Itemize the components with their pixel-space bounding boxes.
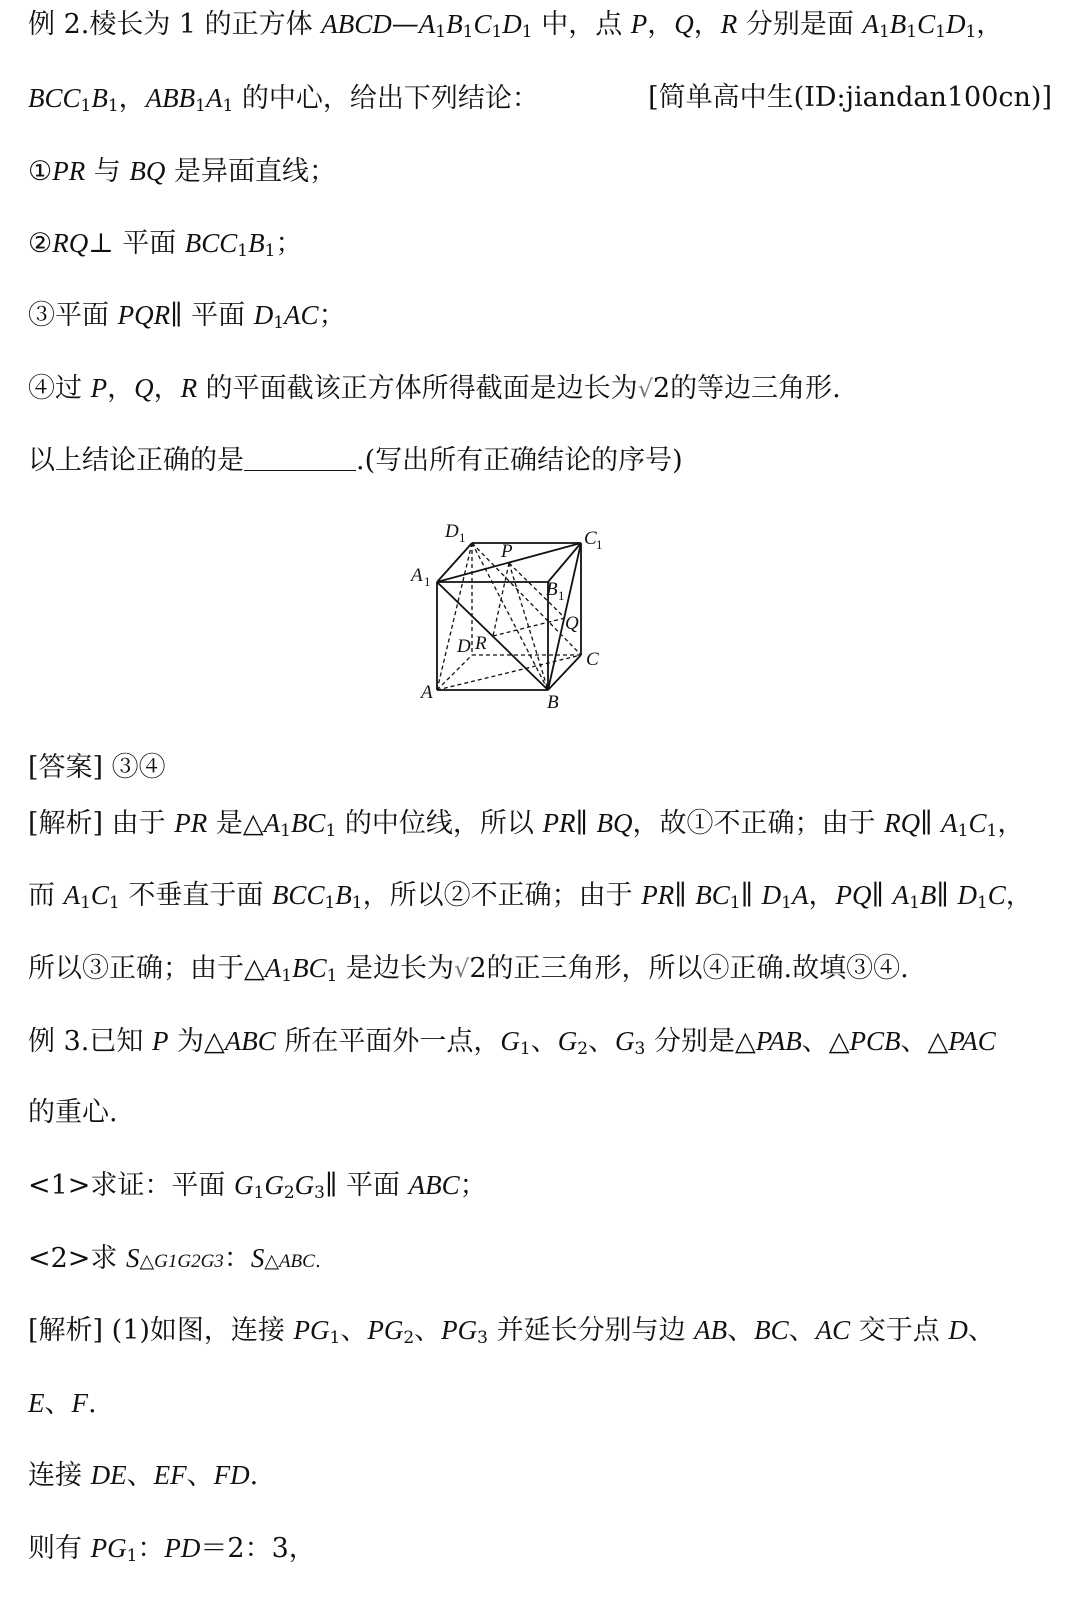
text: ⊥ 平面: [88, 228, 185, 259]
text: 而: [28, 880, 64, 911]
label-A1: A: [411, 565, 423, 586]
ex3-q2: <2>求 S△G1G2G3：S△ABC.: [28, 1243, 321, 1274]
ex3-q1: <1>求证：平面 $G_1G_2G_3\parallel$ 平面 ABC；: [28, 1170, 487, 1203]
answer-line: [28, 750, 166, 786]
text: (1)如图，连接: [103, 1315, 294, 1346]
text: <1>求证：平面: [28, 1170, 235, 1201]
ex2-line-1: 例 2.棱长为 1 的正方体 $ABCD—A_1B_1C_1D_1$ 中，点 P，Q，R 分别是面 $A_1B_1C_1D_1$，: [28, 9, 1004, 42]
text: 2: [469, 953, 487, 984]
text: 与: [85, 156, 130, 187]
text: 并延长分别与边: [487, 1315, 695, 1346]
cube-figure: [405, 515, 625, 715]
label-A1-sub: 1: [424, 574, 431, 589]
text: ；: [459, 1170, 487, 1201]
text: .: [88, 1388, 97, 1419]
label-R: R: [475, 633, 487, 654]
text: 、: [530, 1026, 558, 1057]
text: 所在平面外一点，: [275, 1026, 501, 1057]
text: 是△: [207, 808, 264, 839]
text: ，: [976, 9, 1004, 40]
ex3-solution-2: E、F.: [28, 1388, 97, 1419]
text: —: [391, 9, 419, 40]
text: ④过: [28, 373, 91, 404]
text: ，: [118, 83, 146, 114]
label-D: D: [457, 636, 471, 657]
ex3-line-2: 的重心.: [28, 1097, 118, 1128]
text: ；: [275, 228, 303, 259]
text: .(写出所有正确结论的序号): [356, 445, 683, 476]
text: 所以③正确；由于△: [28, 953, 265, 984]
ex2-line-2: $BCC_1B_1$，$ABB_1A_1$ 的中心，给出下列结论：: [28, 83, 539, 116]
text: ③平面: [28, 300, 118, 331]
text: 例 3.已知: [28, 1026, 152, 1057]
text: 中，点: [532, 9, 631, 40]
sqrt-sign: √: [637, 375, 653, 403]
text: 例 2.棱长为 1 的正方体: [28, 9, 322, 40]
text: 则有: [28, 1533, 91, 1564]
label-D1: D: [445, 521, 459, 542]
text: 的正三角形，所以④正确.故填③④.: [486, 953, 909, 984]
math: ABCD: [321, 9, 392, 39]
conclusion-4: ④过 P，Q，R 的平面截该正方体所得截面是边长为√2的等边三角形.: [28, 373, 841, 404]
text: ；: [318, 300, 346, 331]
text: ，: [107, 373, 135, 404]
text: ：: [137, 1533, 165, 1564]
label-B1-sub: 1: [558, 588, 565, 603]
text: [解析]: [28, 1315, 104, 1346]
text: ，: [997, 808, 1025, 839]
text: ，: [153, 373, 181, 404]
text: ，: [693, 9, 721, 40]
text: ：: [223, 1243, 251, 1274]
answer-value: ③④: [111, 752, 166, 783]
sqrt-sign: √: [454, 955, 470, 983]
text: 为△: [168, 1026, 225, 1057]
text: 的等边三角形.: [670, 373, 841, 404]
text: [解析]: [28, 808, 104, 839]
text: 分别是△: [645, 1026, 756, 1057]
text: 分别是面: [737, 9, 863, 40]
conclusion-2: ②RQ⊥ 平面 $BCC_1B_1$；: [28, 228, 303, 261]
text: 是异面直线；: [165, 156, 336, 187]
text: 不垂直于面: [119, 880, 272, 911]
text: 2: [652, 373, 671, 404]
text: ∥ 平面: [325, 1170, 409, 1201]
label-B: B: [547, 692, 559, 713]
text: ①: [28, 156, 53, 187]
text: ∥ 平面: [170, 300, 254, 331]
text: 、: [588, 1026, 616, 1057]
conclusion-3: ③平面 PQR∥ 平面 $D_1AC$；: [28, 300, 346, 333]
text: ＝2：3，: [200, 1533, 316, 1564]
label-A: A: [421, 682, 433, 703]
ex3-solution-4: 则有 $PG_1$：PD＝2：3，: [28, 1533, 316, 1566]
label-C1-sub: 1: [596, 537, 603, 552]
ex3-line-1: 例 3.已知 P 为△ABC 所在平面外一点，$G_1$、$G_2$、$G_3$ 分别是△PAB、△PCB、△PAC: [28, 1026, 996, 1059]
label-P: P: [501, 541, 513, 562]
source-tag: [简单高中生(ID:jiandan100cn)]: [648, 82, 1052, 113]
label-B1: B: [546, 579, 558, 600]
text: 的平面截该正方体所得截面是边长为: [197, 373, 638, 404]
text: 交于点: [850, 1315, 949, 1346]
text: 以上结论正确的是: [28, 445, 244, 476]
text: [答案]: [28, 752, 112, 783]
conclusion-1: ①PR 与 BQ 是异面直线；: [28, 156, 336, 187]
label-C1: C: [584, 528, 597, 549]
text: 的中位线，所以: [336, 808, 543, 839]
text: 的中心，给出下列结论：: [233, 83, 539, 114]
text: ，所以②不正确；由于: [362, 880, 642, 911]
text: 是边长为: [337, 953, 455, 984]
question-line: [28, 443, 683, 479]
analysis-line-1: [解析] 由于 PR 是$\triangle A_1BC_1$ 的中位线，所以 PR∥ BQ，故①不正确；由于 RQ∥ $A_1C_1$，: [28, 808, 1025, 841]
text: <2>求: [28, 1243, 127, 1274]
ex3-solution-1: [解析] (1)如图，连接 $PG_1$、$PG_2$、$PG_3$ 并延长分别与边 AB、BC、AC 交于点 D、: [28, 1315, 995, 1348]
label-C: C: [586, 649, 599, 670]
text: ，: [647, 9, 675, 40]
text: ②: [28, 228, 53, 259]
text: 由于: [103, 808, 175, 839]
analysis-line-3: 所以③正确；由于$\triangle A_1BC_1$ 是边长为√2的正三角形，所以④正确.故填③④.: [28, 953, 909, 986]
ex3-solution-3: 连接 DE、EF、FD.: [28, 1460, 259, 1491]
label-D1-sub: 1: [459, 530, 466, 545]
answer-blank: [244, 444, 356, 471]
analysis-line-2: 而 $A_1C_1$ 不垂直于面 $BCC_1B_1$，所以②不正确；由于 PR∥ $BC_1\parallel$ $D_1A$，PQ∥ $A_1B\parallel$ $D_1C$，: [28, 880, 1033, 913]
text: ，故①不正确；由于: [632, 808, 885, 839]
text: 连接: [28, 1460, 91, 1491]
label-Q: Q: [565, 613, 579, 634]
